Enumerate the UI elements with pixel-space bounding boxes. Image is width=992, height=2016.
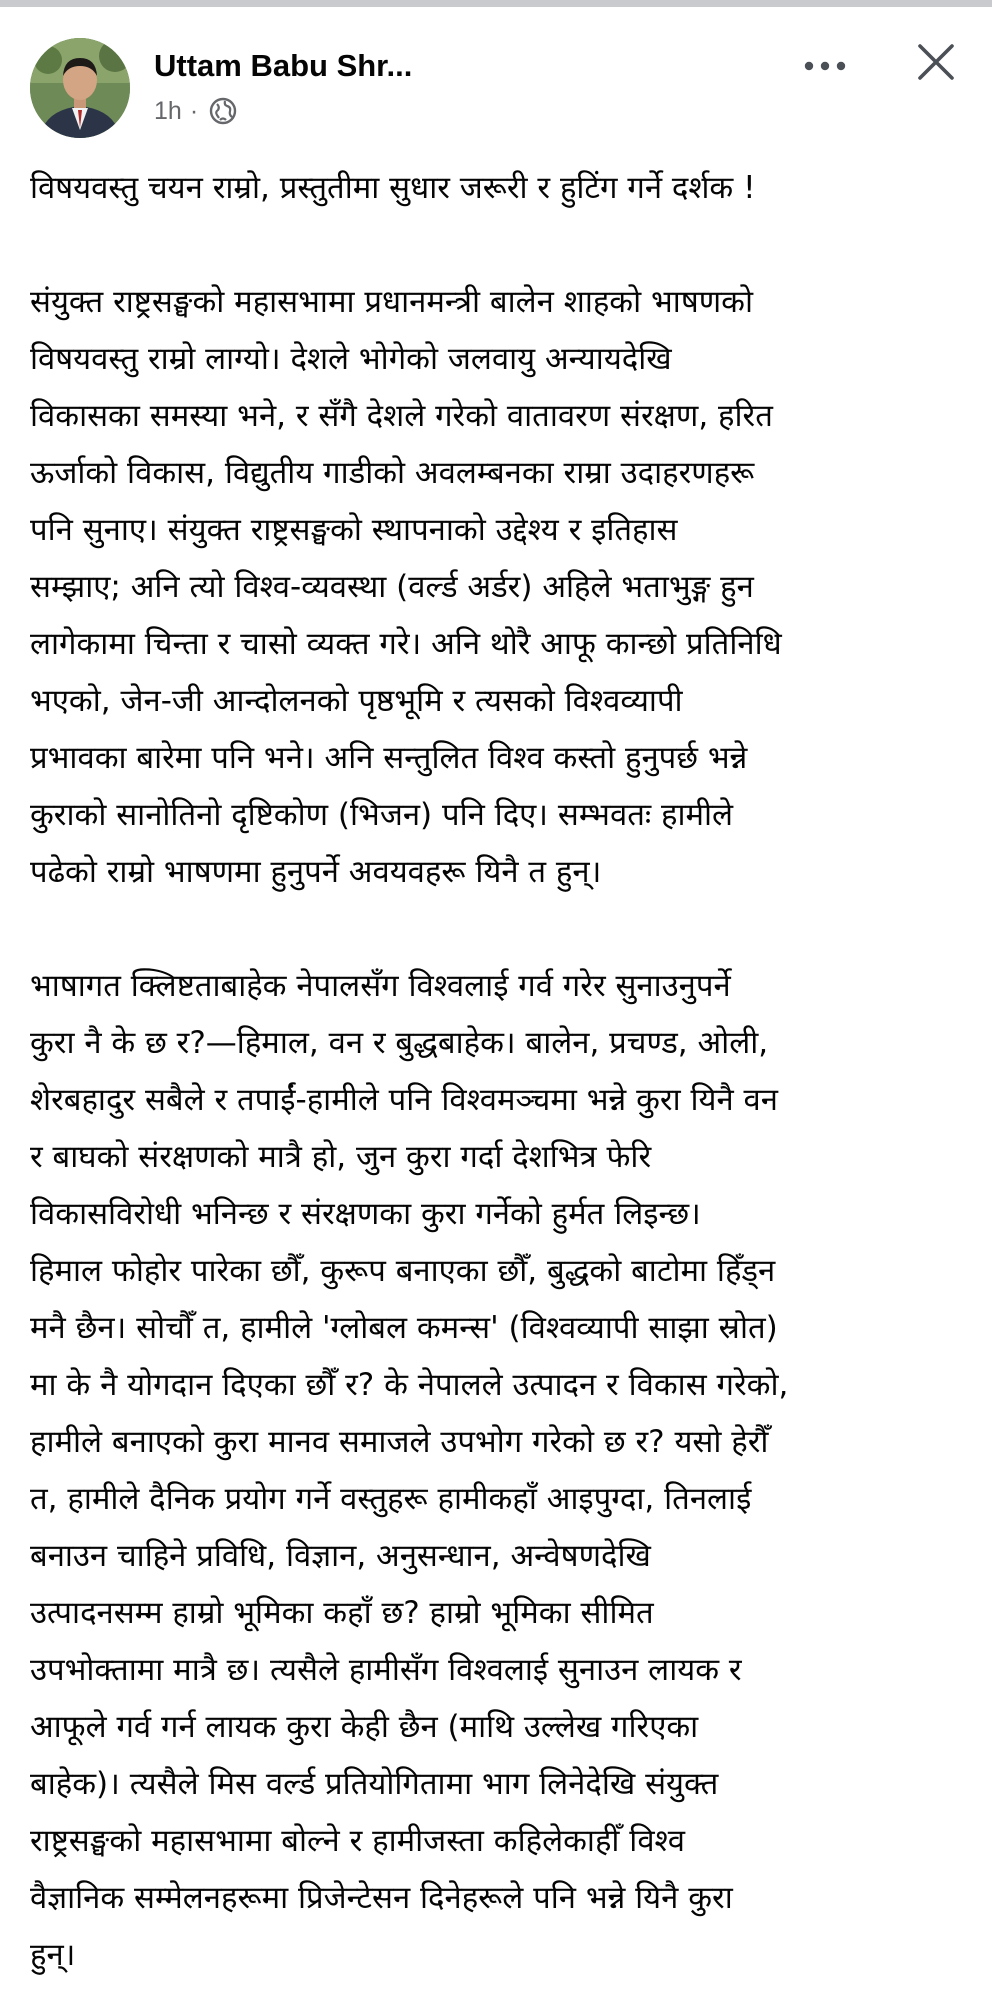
post-meta	[154, 96, 238, 126]
more-horizontal-icon[interactable]	[800, 56, 850, 76]
author-name[interactable]: Uttam Babu Shr...	[154, 48, 413, 83]
post-time[interactable]: 1h	[154, 96, 182, 125]
post-text	[30, 160, 970, 1984]
top-divider	[0, 0, 992, 7]
avatar-portrait	[30, 38, 130, 138]
post-paragraph: संयुक्त राष्ट्रसङ्घको महासभामा प्रधानमन्त्री बालेन शाहको भाषणको विषयवस्तु राम्रो लाग्यो। देशले भोगेको जलवायु अन्यायदेखि विकासका समस्या भने, र सँगै देशले गरेको वातावरण संरक्षण, हरित ऊर्जाको विकास, विद्युतीय गाडीको अवलम्बनका राम्रा उदाहरणहरू पनि सुनाए। संयुक्त राष्ट्रसङ्घको स्थापनाको उद्देश्य र इतिहास सम्झाए; अनि त्यो विश्व-व्यवस्था (वर्ल्ड अर्डर) अहिले भताभुङ्ग हुन लागेकामा चिन्ता र चासो व्यक्त गरे। अनि थोरै आफू कान्छो प्रतिनिधि भएको, जेन-जी आन्दोलनको पृष्ठभूमि र त्यसको विश्वव्यापी प्रभावका बारेमा पनि भने। अनि सन्तुलित विश्व कस्तो हुनुपर्छ भन्ने कुराको सानोतिनो दृष्टिकोण (भिजन) पनि दिए। सम्भवतः हामीले पढेको राम्रो भाषणमा हुनुपर्ने अवयवहरू यिनै त हुन्।	[30, 284, 782, 890]
post-header	[0, 34, 992, 144]
globe-icon	[208, 96, 238, 126]
post-headline: विषयवस्तु चयन राम्राे, प्रस्तुतीमा सुधार जरूरी र हुटिंग गर्ने दर्शक !	[30, 170, 756, 206]
close-icon[interactable]	[916, 42, 956, 82]
post-paragraph: भाषागत क्लिष्टताबाहेक नेपालसँग विश्वलाई गर्व गरेर सुनाउनुपर्ने कुरा नै के छ र?—हिमाल, वन र बुद्धबाहेक। बालेन, प्रचण्ड, ओली, शेरबहादुर सबैले र तपाईं-हामीले पनि विश्वमञ्चमा भन्ने कुरा यिनै वन र बाघको संरक्षणको मात्रै हो, जुन कुरा गर्दा देशभित्र फेरि विकासविरोधी भनिन्छ र संरक्षणका कुरा गर्नेको हुर्मत लिइन्छ। हिमाल फोहोर पारेका छौँ, कुरूप बनाएका छौँ, बुद्धको बाटोमा हिँड्न मनै छैन। सोचौँ त, हामीले 'ग्लोबल कमन्स' (विश्वव्यापी साझा स्रोत) मा के नै योगदान दिएका छौँ र? के नेपालले उत्पादन र विकास गरेको, हामीले बनाएको कुरा मानव समाजले उपभोग गरेको छ र? यसो हेरौँ त, हामीले दैनिक प्रयोग गर्ने वस्तुहरू हामीकहाँ आइपुग्दा, तिनलाई बनाउन चाहिने प्रविधि, विज्ञान, अनुसन्धान, अन्वेषणदेखि उत्पादनसम्म हाम्रो भूमिका कहाँ छ? हाम्रो भूमिका सीमित उपभोक्तामा मात्रै छ। त्यसैले हामीसँग विश्वलाई सुनाउन लायक र आफूले गर्व गर्न लायक कुरा केही छैन (माथि उल्लेख गरिएका बाहेक)। त्यसैले मिस वर्ल्ड प्रतियोगितामा भाग लिनेदेखि संयुक्त राष्ट्रसङ्घकाे महासभामा बाेल्ने र हामीजस्ता कहिलेकाहीँ विश्व वैज्ञानिक सम्मेलनहरूमा प्रिजेन्टेसन दिनेहरूले पनि भन्ने यिनै कुरा हुन्।	[30, 968, 789, 1973]
author-avatar[interactable]	[30, 38, 130, 138]
meta-separator: ·	[189, 96, 199, 125]
